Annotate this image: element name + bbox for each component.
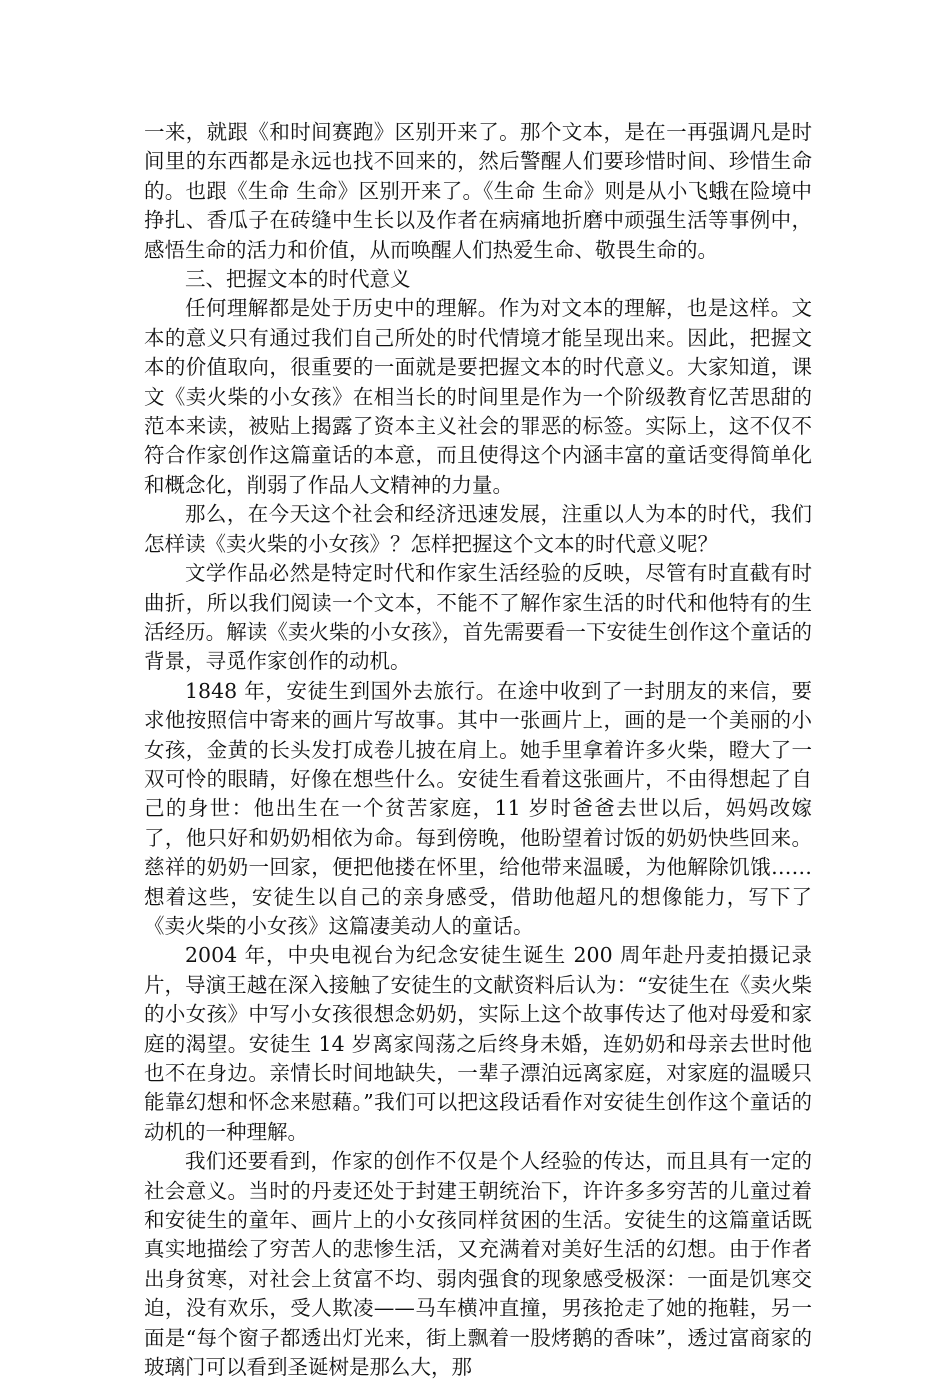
paragraph-5: 1848 年，安徒生到国外去旅行。在途中收到了一封朋友的来信，要求他按照信中寄来的画片写故事。其中一张画片上，画的是一个美丽的小女孩，金黄的长头发打成卷儿披在肩上。她手里拿着许多火柴，瞪大了一双可怜的眼睛，好像在想些什么。安徒生看着这张画片，不由得想起了自己的身世：他出生在一个贫苦家庭，11 岁时爸爸去世以后，妈妈改嫁了，他只好和奶奶相依为命。每到傍晚，他盼望着讨饭的奶奶快些回来。慈祥的奶奶一回家，便把他搂在怀里，给他带来温暖，为他解除饥饿……想着这些，安徒生以自己的亲身感受，借助他超凡的想像能力，写下了《卖火柴的小女孩》这篇凄美动人的童话。 (144, 678, 812, 938)
paragraph-6: 2004 年，中央电视台为纪念安徒生诞生 200 周年赴丹麦拍摄记录片，导演王越在深入接触了安徒生的文献资料后认为：“安徒生在《卖火柴的小女孩》中写小女孩很想念奶奶，实际上这个故事传达了他对母爱和家庭的渴望。安徒生 14 岁离家闯荡之后终身未婚，连奶奶和母亲去世时他也不在身边。亲情长时间地缺失，一辈子漂泊远离家庭，对家庭的温暖只能靠幻想和怀念来慰藉。”我们可以把这段话看作对安徒生创作这个童话的动机的一种理解。 (144, 943, 812, 1144)
paragraph-2: 任何理解都是处于历史中的理解。作为对文本的理解，也是这样。文本的意义只有通过我们自己所处的时代情境才能呈现出来。因此，把握文本的价值取向，很重要的一面就是要把握文本的时代意义。大家知道，课文《卖火柴的小女孩》在相当长的时间里是作为一个阶级教育忆苦思甜的范本来读，被贴上揭露了资本主义社会的罪恶的标签。实际上，这不仅不符合作家创作这篇童话的本意，而且使得这个内涵丰富的童话变得简单化和概念化，削弱了作品人文精神的力量。 (144, 296, 812, 497)
paragraph-7: 我们还要看到，作家的创作不仅是个人经验的传达，而且具有一定的社会意义。当时的丹麦还处于封建王朝统治下，许许多多穷苦的儿童过着和安徒生的童年、画片上的小女孩同样贫困的生活。安徒生的这篇童话既真实地描绘了穷苦人的悲惨生活，又充满着对美好生活的幻想。由于作者出身贫寒，对社会上贫富不均、弱肉强食的现象感受极深：一面是饥寒交迫，没有欢乐，受人欺凌——马车横冲直撞，男孩抢走了她的拖鞋，另一面是“每个窗子都透出灯光来，街上飘着一股烤鹅的香味”，透过富商家的玻璃门可以看到圣诞树是那么大，那 (144, 1149, 812, 1380)
section-heading: 三、把握文本的时代意义 (185, 267, 411, 292)
paragraph-4: 文学作品必然是特定时代和作家生活经验的反映，尽管有时直截有时曲折，所以我们阅读一个文本，不能不了解作家生活的时代和他特有的生活经历。解读《卖火柴的小女孩》，首先需要看一下安徒生创作这个童话的背景，寻觅作家创作的动机。 (144, 561, 812, 674)
paragraph-3: 那么，在今天这个社会和经济迅速发展，注重以人为本的时代，我们怎样读《卖火柴的小女孩》？怎样把握这个文本的时代意义呢？ (144, 502, 812, 556)
paragraph-1: 一来，就跟《和时间赛跑》区别开来了。那个文本，是在一再强调凡是时间里的东西都是永远也找不回来的，然后警醒人们要珍惜时间、珍惜生命的。也跟《生命 生命》区别开来了。《生命 生命》则是从小飞蛾在险境中挣扎、香瓜子在砖缝中生长以及作者在病痛地折磨中顽强生活等事例中，感悟生命的活力和价值，从而唤醒人们热爱生命、敬畏生命的。 (144, 120, 812, 262)
document-page (144, 118, 812, 1382)
